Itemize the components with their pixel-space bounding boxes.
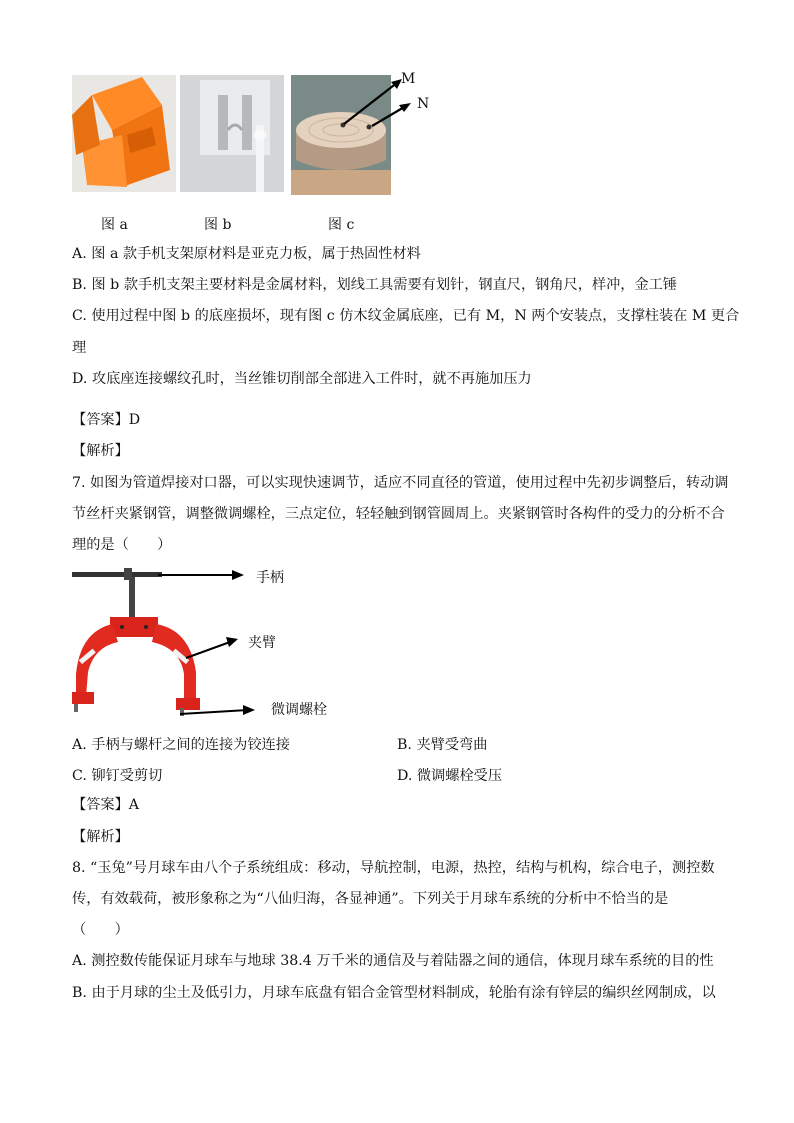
q6-answer: 【答案】D — [72, 412, 141, 428]
q7-stem-line-2: 节丝杆夹紧钢管，调整微调螺栓，三点定位，轻轻触到钢管圆周上。夹紧钢管时各构件的受力的分析不合 — [72, 506, 725, 522]
label-handle: 手柄 — [256, 570, 284, 586]
q7-option-a: A. 手柄与螺杆之间的连接为铰连接 — [72, 737, 290, 753]
q8-option-a: A. 测控数传能保证月球车与地球 38.4 万千米的通信及与着陆器之间的通信，体现月球车系统的目的性 — [72, 953, 714, 969]
q8-stem-line-2: 传，有效载荷，被形象称之为“八仙归海，各显神通”。下列关于月球车系统的分析中不恰当的是 — [72, 891, 669, 907]
figure-b-photo — [180, 75, 284, 192]
q7-stem-line-1: 7. 如图为管道焊接对口器，可以实现快速调节，适应不同直径的管道，使用过程中先初步调整后，转动调 — [72, 475, 729, 491]
label-n: N — [417, 96, 430, 112]
figure-a-photo — [72, 75, 176, 192]
q6-option-a: A. 图 a 款手机支架原材料是亚克力板，属于热固性材料 — [72, 246, 421, 262]
q7-analysis: 【解析】 — [72, 829, 129, 845]
pipe-clamp-arrows — [140, 564, 255, 724]
q7-option-d: D. 微调螺栓受压 — [397, 768, 503, 784]
q8-stem-line-3: （ ） — [72, 922, 129, 938]
q6-option-c-continued: 理 — [72, 340, 87, 356]
caption-figure-b: 图 b — [204, 217, 232, 233]
q6-option-b: B. 图 b 款手机支架主要材料是金属材料，划线工具需要有划针，钢直尺，钢角尺，样冲，金工锤 — [72, 277, 678, 293]
q7-answer: 【答案】A — [72, 797, 139, 813]
q7-option-b: B. 夹臂受弯曲 — [397, 737, 488, 753]
q6-option-c: C. 使用过程中图 b 的底座损坏，现有图 c 仿木纹金属底座，已有 M，N 两个安装点，支撑柱装在 M 更合 — [72, 308, 740, 324]
q6-option-d: D. 攻底座连接螺纹孔时，当丝锥切削部全部进入工件时，就不再施加压力 — [72, 371, 532, 387]
q7-stem-line-3: 理的是（ ） — [72, 537, 172, 553]
q8-option-b: B. 由于月球的尘土及低引力，月球车底盘有铝合金管型材料制成，轮胎有涂有锌层的编织丝网制成，以 — [72, 985, 716, 1001]
caption-figure-a: 图 a — [101, 217, 128, 233]
q6-analysis: 【解析】 — [72, 443, 129, 459]
label-clamp-arm: 夹臂 — [248, 635, 276, 651]
q7-option-c: C. 铆钉受剪切 — [72, 768, 163, 784]
q8-stem-line-1: 8. “玉兔”号月球车由八个子系统组成：移动，导航控制，电源，热控，结构与机构，综合电子，测控数 — [72, 860, 715, 876]
label-adjust-bolt: 微调螺栓 — [271, 702, 327, 718]
caption-figure-c: 图 c — [328, 217, 355, 233]
label-m: M — [401, 71, 416, 87]
